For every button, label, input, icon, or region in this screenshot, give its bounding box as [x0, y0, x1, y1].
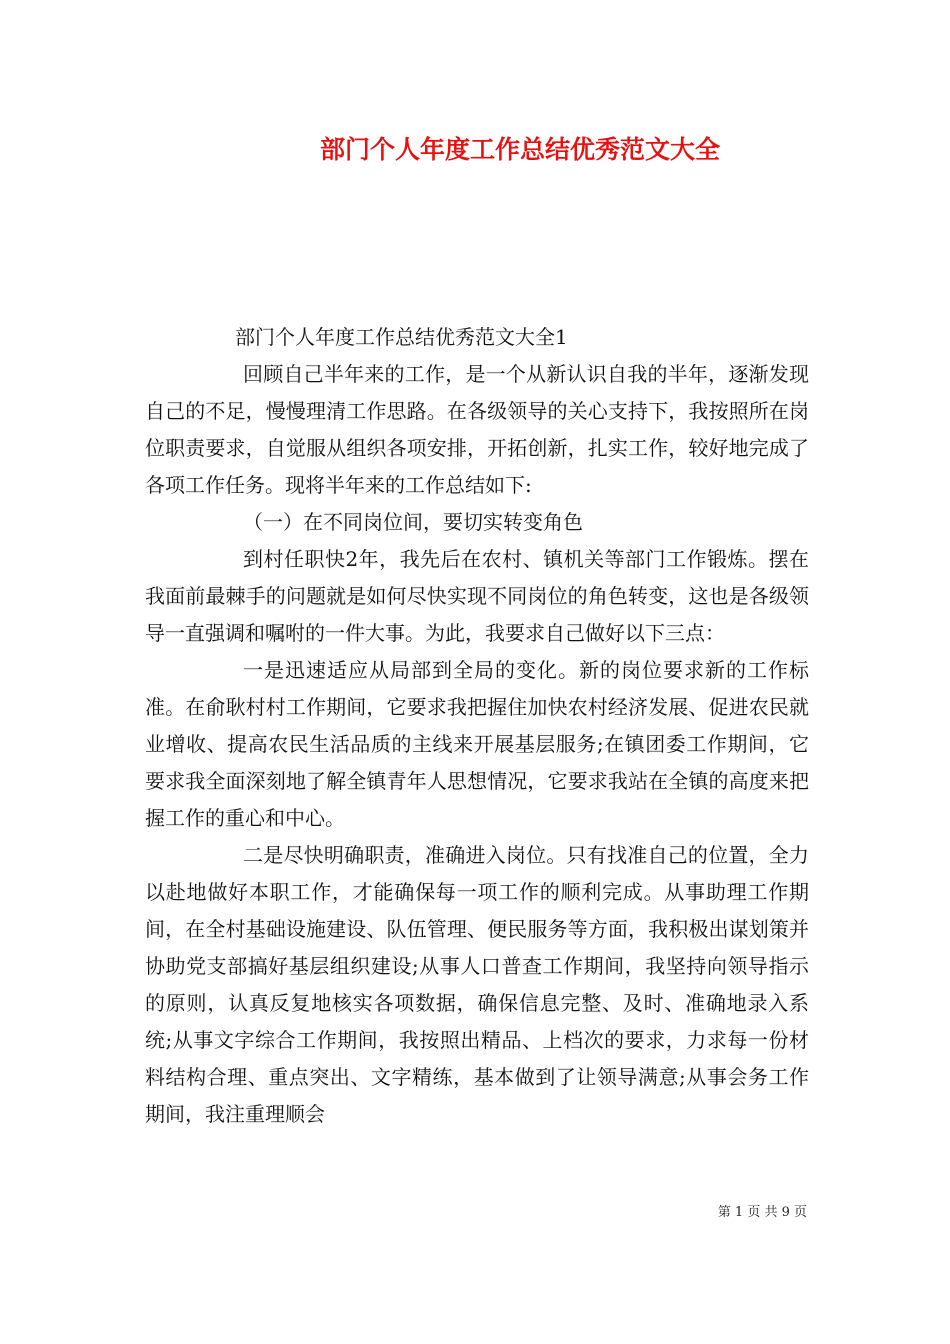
paragraph: 二是尽快明确职责，准确进入岗位。只有找准自己的位置，全力以赴地做好本职工作，才能确保每一项工作的顺利完成。从事助理工作期间，在全村基础设施建设、队伍管理、便民服务等方面，我积极出谋划策并协助党支部搞好基层组织建设;从事人口普查工作期间，我坚持向领导指示的原则，认真反复地核实各项数据，确保信息完整、及时、准确地录入系统;从事文字综合工作期间，我按照出精品、上档次的要求，力求每一份材料结构合理、重点突出、文字精练，基本做到了让领导满意;从事会务工作期间，我注重理顺会 — [145, 843, 809, 1126]
subheading: （一）在不同岗位间，要切实转变角色 — [243, 510, 583, 534]
paragraph: 一是迅速适应从局部到全局的变化。新的岗位要求新的工作标准。在俞耿村村工作期间，它要求我把握住加快农村经济发展、促进农民就业增收、提高农民生活品质的主线来开展基层服务;在镇团委工作期间，它要求我全面深刻地了解全镇青年人思想情况，它要求我站在全镇的高度来把握工作的重心和中心。 — [145, 658, 809, 830]
paragraph: 回顾自己半年来的工作，是一个从新认识自我的半年，逐渐发现自己的不足，慢慢理清工作思路。在各级领导的关心支持下，我按照所在岗位职责要求，自觉服从组织各项安排，开拓创新，扎实工作，较好地完成了各项工作任务。现将半年来的工作总结如下: — [145, 362, 809, 497]
document-title: 部门个人年度工作总结优秀范文大全 — [319, 135, 720, 164]
paragraph: 到村任职快2年，我先后在农村、镇机关等部门工作锻炼。摆在我面前最棘手的问题就是如何尽快实现不同岗位的角色转变，这也是各级领导一直强调和嘱咐的一件大事。为此，我要求自己做好以下三点： — [145, 547, 809, 645]
section-heading: 部门个人年度工作总结优秀范文大全1 — [235, 325, 568, 349]
document-body — [145, 319, 809, 1133]
page-number-footer: 第 1 页 共 9 页 — [717, 1205, 807, 1220]
